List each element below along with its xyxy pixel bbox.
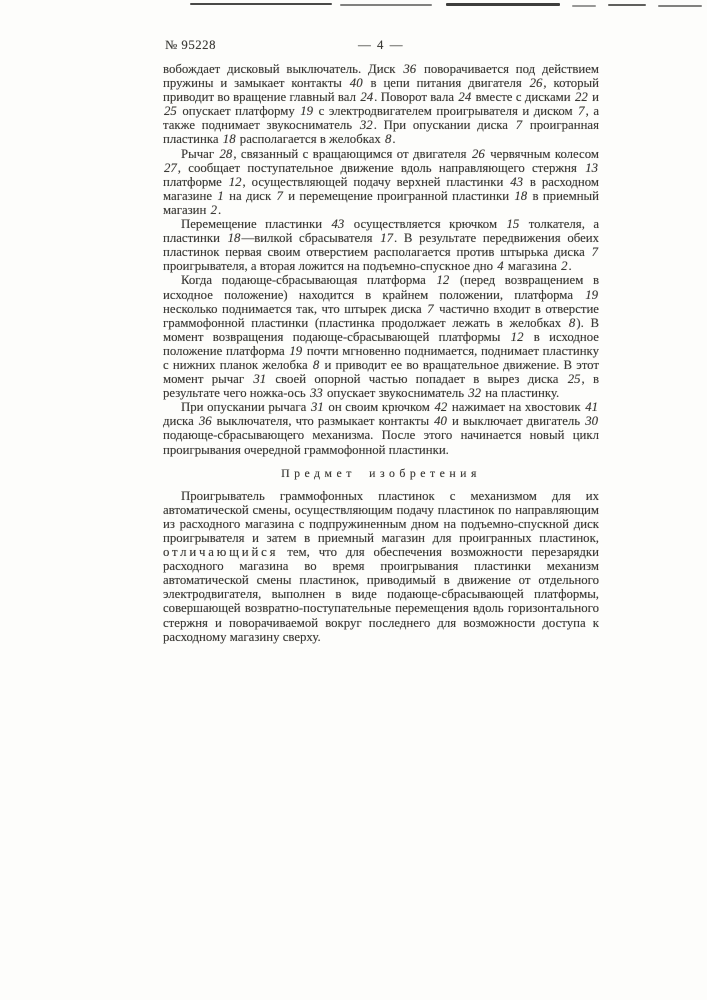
scan-artifact-line	[608, 4, 646, 6]
paragraph: При опускании рычага 31 он своим крючком 42 нажимает на хвостовик 41 диска 36 выключателя, что размыкает контакты 40 и выключает двигатель 30 подающе-сбрасывающего механизма. После этого начинается новый цикл проигрывания очередной граммофонной пластинки.	[163, 400, 599, 457]
body-text	[163, 62, 599, 644]
text-block	[163, 38, 599, 644]
scan-artifact-line	[340, 4, 432, 6]
paragraph: Перемещение пластинки 43 осуществляется крючком 15 толкателя, а пластинки 18—вилкой сбрасывателя 17. В результате передвижения обеих пластинок первая своим отверстием располагается против штырька диска 7 проигрывателя, а вторая ложится на подъемно-спускное дно 4 магазина 2.	[163, 217, 600, 274]
scan-artifact-line	[572, 5, 596, 7]
document-number: № 95228	[165, 38, 216, 52]
paragraph: Когда подающе-сбрасывающая платформа 12 (перед возвращением в исходное положение) находится в крайнем положении, платформа 19 несколько поднимается так, что штырек диска 7 частично входит в отверстие граммофонной пластинки (пластинка продолжает лежать в желобках 8). В момент возвращения подающе-сбрасывающей платформы 12 в исходное положение платформа 19 почти мгновенно поднимается, поднимает пластинку с нижних планок желобка 8 и приводит ее во вращательное движение. В этот момент рычаг 31 своей опорной частью попадает в вырез диска 25, в результате чего ножка-ось 33 опускает звукосниматель 32 на пластинку.	[163, 273, 600, 401]
paragraph: Рычаг 28, связанный с вращающимся от двигателя 26 червячным колесом 27, сообщает поступательное движение вдоль направляющего стержня 13 платформе 12, осуществляющей подачу верхней пластинки 43 в расходном магазине 1 на диск 7 и перемещение проигранной пластинки 18 в приемный магазин 2.	[163, 146, 599, 217]
scan-artifact-line	[190, 3, 332, 5]
paragraph: вобождает дисковый выключатель. Диск 36 поворачивается под действием пружины и замыкает контакты 40 в цепи питания двигателя 26, который приводит во вращение главный вал 24. Поворот вала 24 вместе с дисками 22 и 25 опускает платформу 19 с электродвигателем проигрывателя и диском 7, а также поднимает звукосниматель 32. При опускании диска 7 проигранная пластинка 18 располагается в желобках 8.	[163, 62, 600, 147]
scan-artifact-streaks	[0, 0, 707, 10]
scan-artifact-line	[658, 5, 702, 7]
claim-paragraph: Проигрыватель граммофонных пластинок с механизмом для их автоматической смены, осуществляющим подачу пластинок по направляющим из расходного магазина с подпружиненным дном на подъемно-спускной диск проигрывателя и затем в приемный магазин для проигранных пластинок, отличающийся тем, что для обеспечения возможности перезарядки расходного магазина во время проигрывания пластинки механизм автоматической смены пластинок, приводимый в движение от отдельного электродвигателя, выполнен в виде подающе-сбрасывающей платформы, совершающей возвратно-поступательные перемещения вдоль горизонтального стержня и поворачиваемой вокруг последнего для возможности доступа к расходному магазину сверху.	[163, 488, 599, 644]
page-header	[163, 38, 599, 54]
section-heading: Предмет изобретения	[281, 465, 481, 480]
scan-artifact-line	[446, 3, 560, 6]
page-number: — 4 —	[357, 38, 405, 52]
